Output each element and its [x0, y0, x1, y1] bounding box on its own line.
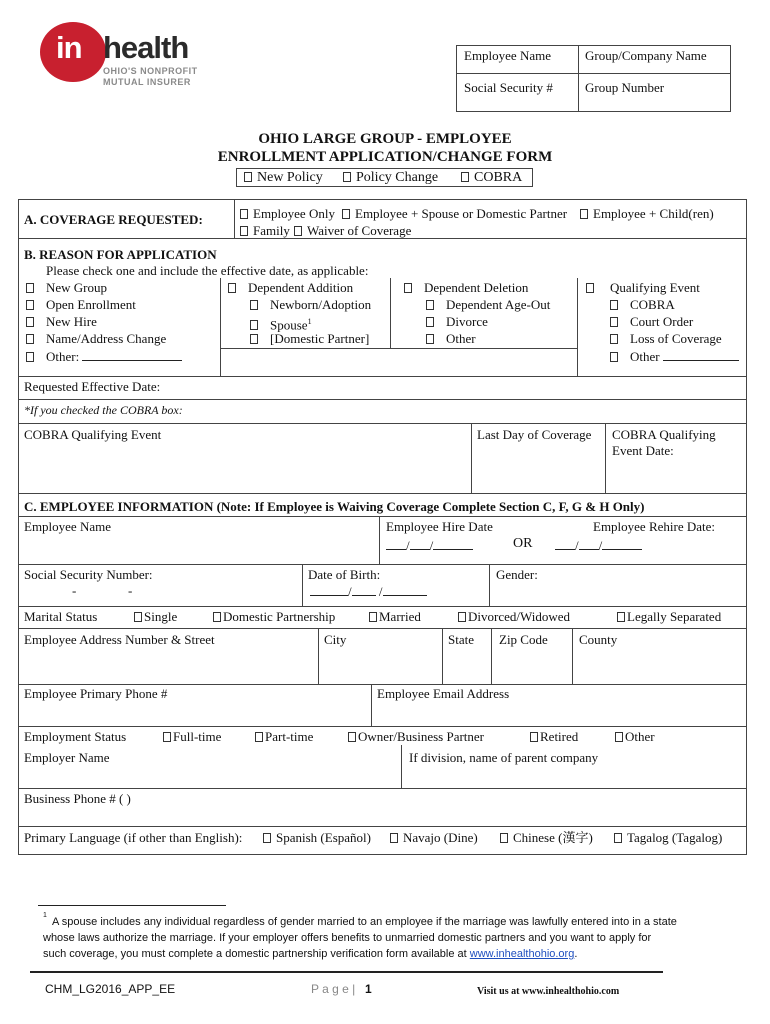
last-day-of-coverage[interactable]: Last Day of Coverage — [477, 427, 592, 442]
reason-dependent-addition[interactable]: Dependent Addition — [228, 280, 353, 295]
employment-retired[interactable]: Retired — [530, 729, 578, 744]
form-title-line1: OHIO LARGE GROUP - EMPLOYEE — [258, 131, 512, 147]
footnote-number: 1 — [43, 912, 47, 919]
reason-spouse[interactable]: Spouse$^1$ — [250, 314, 312, 332]
admin-employee-name: Employee Name — [464, 48, 551, 63]
employment-owner[interactable]: Owner/Business Partner — [348, 729, 484, 744]
employee-name-field[interactable]: Employee Name — [24, 519, 111, 534]
dob-input[interactable]: / / — [310, 583, 427, 599]
checkbox[interactable] — [615, 732, 623, 742]
cobra-qe-date-line2: Event Date: — [612, 443, 674, 458]
checkbox[interactable] — [610, 334, 618, 344]
section-b-label: B. REASON FOR APPLICATION — [24, 247, 217, 262]
checkbox[interactable] — [614, 833, 622, 843]
form-type-cobra[interactable]: COBRA — [461, 170, 522, 185]
footer-page-number: 1 — [365, 982, 372, 996]
hire-date-input[interactable]: / / — [386, 537, 473, 553]
checkbox[interactable] — [586, 283, 594, 293]
footnote-line1: A spouse includes any individual regardless of gender married to an employee if the marriage was lawfully entered into in a state — [52, 916, 677, 928]
address-field[interactable]: Employee Address Number & Street — [24, 632, 215, 647]
checkbox[interactable] — [240, 226, 248, 236]
reason-cobra[interactable]: COBRA — [610, 297, 675, 312]
checkbox[interactable] — [369, 612, 377, 622]
reason-name-address-change[interactable]: Name/Address Change — [26, 331, 166, 346]
employment-status-label: Employment Status — [24, 729, 127, 744]
checkbox[interactable] — [250, 320, 258, 330]
reason-qe-other-input[interactable] — [663, 348, 739, 361]
checkbox[interactable] — [426, 317, 434, 327]
checkbox[interactable] — [255, 732, 263, 742]
reason-dependent-deletion[interactable]: Dependent Deletion — [404, 280, 528, 295]
checkbox[interactable] — [26, 283, 34, 293]
coverage-family[interactable]: Family — [240, 223, 290, 238]
checkbox[interactable] — [26, 317, 34, 327]
county-field[interactable]: County — [579, 632, 618, 647]
form-type-new-policy[interactable]: New Policy — [244, 170, 323, 185]
cobra-note: *If you checked the COBRA box: — [24, 403, 183, 417]
rehire-date-input[interactable]: / / — [555, 537, 642, 553]
admin-ssn: Social Security # — [464, 80, 553, 95]
reason-new-hire[interactable]: New Hire — [26, 314, 97, 329]
checkbox[interactable] — [26, 352, 34, 362]
dob-label: Date of Birth: — [308, 567, 381, 582]
checkbox[interactable] — [458, 612, 466, 622]
division-field[interactable]: If division, name of parent company — [409, 750, 599, 765]
checkbox[interactable] — [163, 732, 171, 742]
checkbox[interactable] — [617, 612, 625, 622]
marital-domestic-partnership[interactable]: Domestic Partnership — [213, 609, 335, 624]
reason-deletion-other[interactable]: Other — [426, 331, 476, 346]
section-c-label: C. EMPLOYEE INFORMATION (Note: If Employee is Waiving Coverage Complete Section C, F, G & H Only) — [24, 499, 645, 514]
logo-health-text: health — [103, 30, 189, 65]
checkbox[interactable] — [26, 300, 34, 310]
admin-group-number: Group Number — [585, 80, 665, 95]
coverage-employee-only[interactable]: Employee Only — [240, 206, 335, 221]
logo-in-text: in — [56, 30, 82, 65]
footer-visit: Visit us at www.inhealthohio.com — [477, 986, 620, 997]
checkbox[interactable] — [404, 283, 412, 293]
admin-group-company-name: Group/Company Name — [585, 48, 707, 63]
marital-status-label: Marital Status — [24, 609, 98, 624]
language-chinese[interactable]: Chinese (漢字) — [500, 830, 593, 845]
footer-form-code: CHM_LG2016_APP_EE — [45, 982, 176, 996]
reason-other-input[interactable] — [82, 348, 182, 361]
language-navajo[interactable]: Navajo (Dine) — [390, 830, 478, 845]
reason-dependent-age-out[interactable]: Dependent Age-Out — [426, 297, 550, 312]
checkbox[interactable] — [213, 612, 221, 622]
checkbox[interactable] — [500, 833, 508, 843]
primary-phone-field[interactable]: Employee Primary Phone # — [24, 686, 168, 701]
city-field[interactable]: City — [324, 632, 347, 647]
employment-other[interactable]: Other — [615, 729, 655, 744]
checkbox[interactable] — [250, 334, 258, 344]
section-b-instruction: Please check one and include the effective date, as applicable: — [46, 263, 369, 278]
checkbox[interactable] — [426, 334, 434, 344]
checkbox[interactable] — [580, 209, 588, 219]
checkbox[interactable] — [348, 732, 356, 742]
footer-page-label: P a g e | — [311, 982, 356, 996]
cobra-qualifying-event[interactable]: COBRA Qualifying Event — [24, 427, 162, 442]
business-phone-field[interactable]: Business Phone # ( ) — [24, 791, 131, 806]
reason-qe-other[interactable]: Other — [610, 348, 739, 364]
language-spanish[interactable]: Spanish (Español) — [263, 830, 371, 845]
reason-loss-of-coverage[interactable]: Loss of Coverage — [610, 331, 722, 346]
checkbox[interactable] — [228, 283, 236, 293]
checkbox[interactable] — [294, 226, 302, 236]
reason-new-group[interactable]: New Group — [26, 280, 107, 295]
employment-full-time[interactable]: Full-time — [163, 729, 221, 744]
employee-hire-date-label: Employee Hire Date — [386, 519, 493, 534]
logo-tagline-1: OHIO'S NONPROFIT — [103, 66, 198, 76]
coverage-waiver[interactable]: Waiver of Coverage — [294, 223, 411, 238]
reason-domestic-partner[interactable]: [Domestic Partner] — [250, 331, 369, 346]
marital-divorced-widowed[interactable]: Divorced/Widowed — [458, 609, 570, 624]
ssn-label[interactable]: Social Security Number: — [24, 567, 153, 582]
checkbox[interactable] — [610, 352, 618, 362]
primary-language-label: Primary Language (if other than English): — [24, 830, 243, 845]
requested-effective-date[interactable]: Requested Effective Date: — [24, 379, 161, 394]
reason-open-enrollment[interactable]: Open Enrollment — [26, 297, 136, 312]
form-title-line2: ENROLLMENT APPLICATION/CHANGE FORM — [217, 149, 553, 165]
language-tagalog[interactable]: Tagalog (Tagalog) — [614, 830, 722, 845]
checkbox[interactable] — [26, 334, 34, 344]
checkbox[interactable] — [342, 209, 350, 219]
checkbox[interactable] — [250, 300, 258, 310]
gender-label[interactable]: Gender: — [496, 567, 538, 582]
checkbox[interactable] — [461, 172, 469, 182]
reason-qualifying-event[interactable]: Qualifying Event — [586, 280, 700, 295]
checkbox[interactable] — [610, 317, 618, 327]
checkbox[interactable] — [390, 833, 398, 843]
checkbox[interactable] — [134, 612, 142, 622]
footnote-line3: such coverage, you must complete a domestic partnership verification form available at www.inhealthohio.org. — [43, 948, 578, 960]
email-field[interactable]: Employee Email Address — [377, 686, 510, 701]
checkbox[interactable] — [244, 172, 252, 182]
checkbox[interactable] — [610, 300, 618, 310]
marital-married[interactable]: Married — [369, 609, 421, 624]
employee-rehire-date-label: Employee Rehire Date: — [593, 519, 716, 534]
employment-part-time[interactable]: Part-time — [255, 729, 313, 744]
reason-other[interactable]: Other: — [26, 348, 182, 364]
checkbox[interactable] — [530, 732, 538, 742]
checkbox[interactable] — [263, 833, 271, 843]
form-type-policy-change[interactable]: Policy Change — [343, 170, 438, 185]
checkbox[interactable] — [343, 172, 351, 182]
employer-name-field[interactable]: Employer Name — [24, 750, 110, 765]
marital-single[interactable]: Single — [134, 609, 177, 624]
footnote-link[interactable]: www.inhealthohio.org — [469, 948, 575, 960]
cobra-qe-date-line1[interactable]: COBRA Qualifying — [612, 427, 716, 442]
or-text: OR — [513, 536, 533, 551]
coverage-employee-children[interactable]: Employee + Child(ren) — [580, 206, 714, 221]
logo-tagline-2: MUTUAL INSURER — [103, 77, 191, 87]
coverage-employee-spouse[interactable]: Employee + Spouse or Domestic Partner — [342, 206, 567, 221]
marital-legally-separated[interactable]: Legally Separated — [617, 609, 721, 624]
section-a-label: A. COVERAGE REQUESTED: — [24, 212, 203, 227]
reason-newborn-adoption[interactable]: Newborn/Adoption — [250, 297, 371, 312]
checkbox[interactable] — [426, 300, 434, 310]
checkbox[interactable] — [240, 209, 248, 219]
reason-court-order[interactable]: Court Order — [610, 314, 693, 329]
reason-divorce[interactable]: Divorce — [426, 314, 488, 329]
state-field[interactable]: State — [448, 632, 474, 647]
zip-field[interactable]: Zip Code — [499, 632, 548, 647]
footnote-line2: whose laws authorize the marriage. If your employer offers benefits to unmarried domestic partners and you want to apply for — [43, 932, 652, 944]
